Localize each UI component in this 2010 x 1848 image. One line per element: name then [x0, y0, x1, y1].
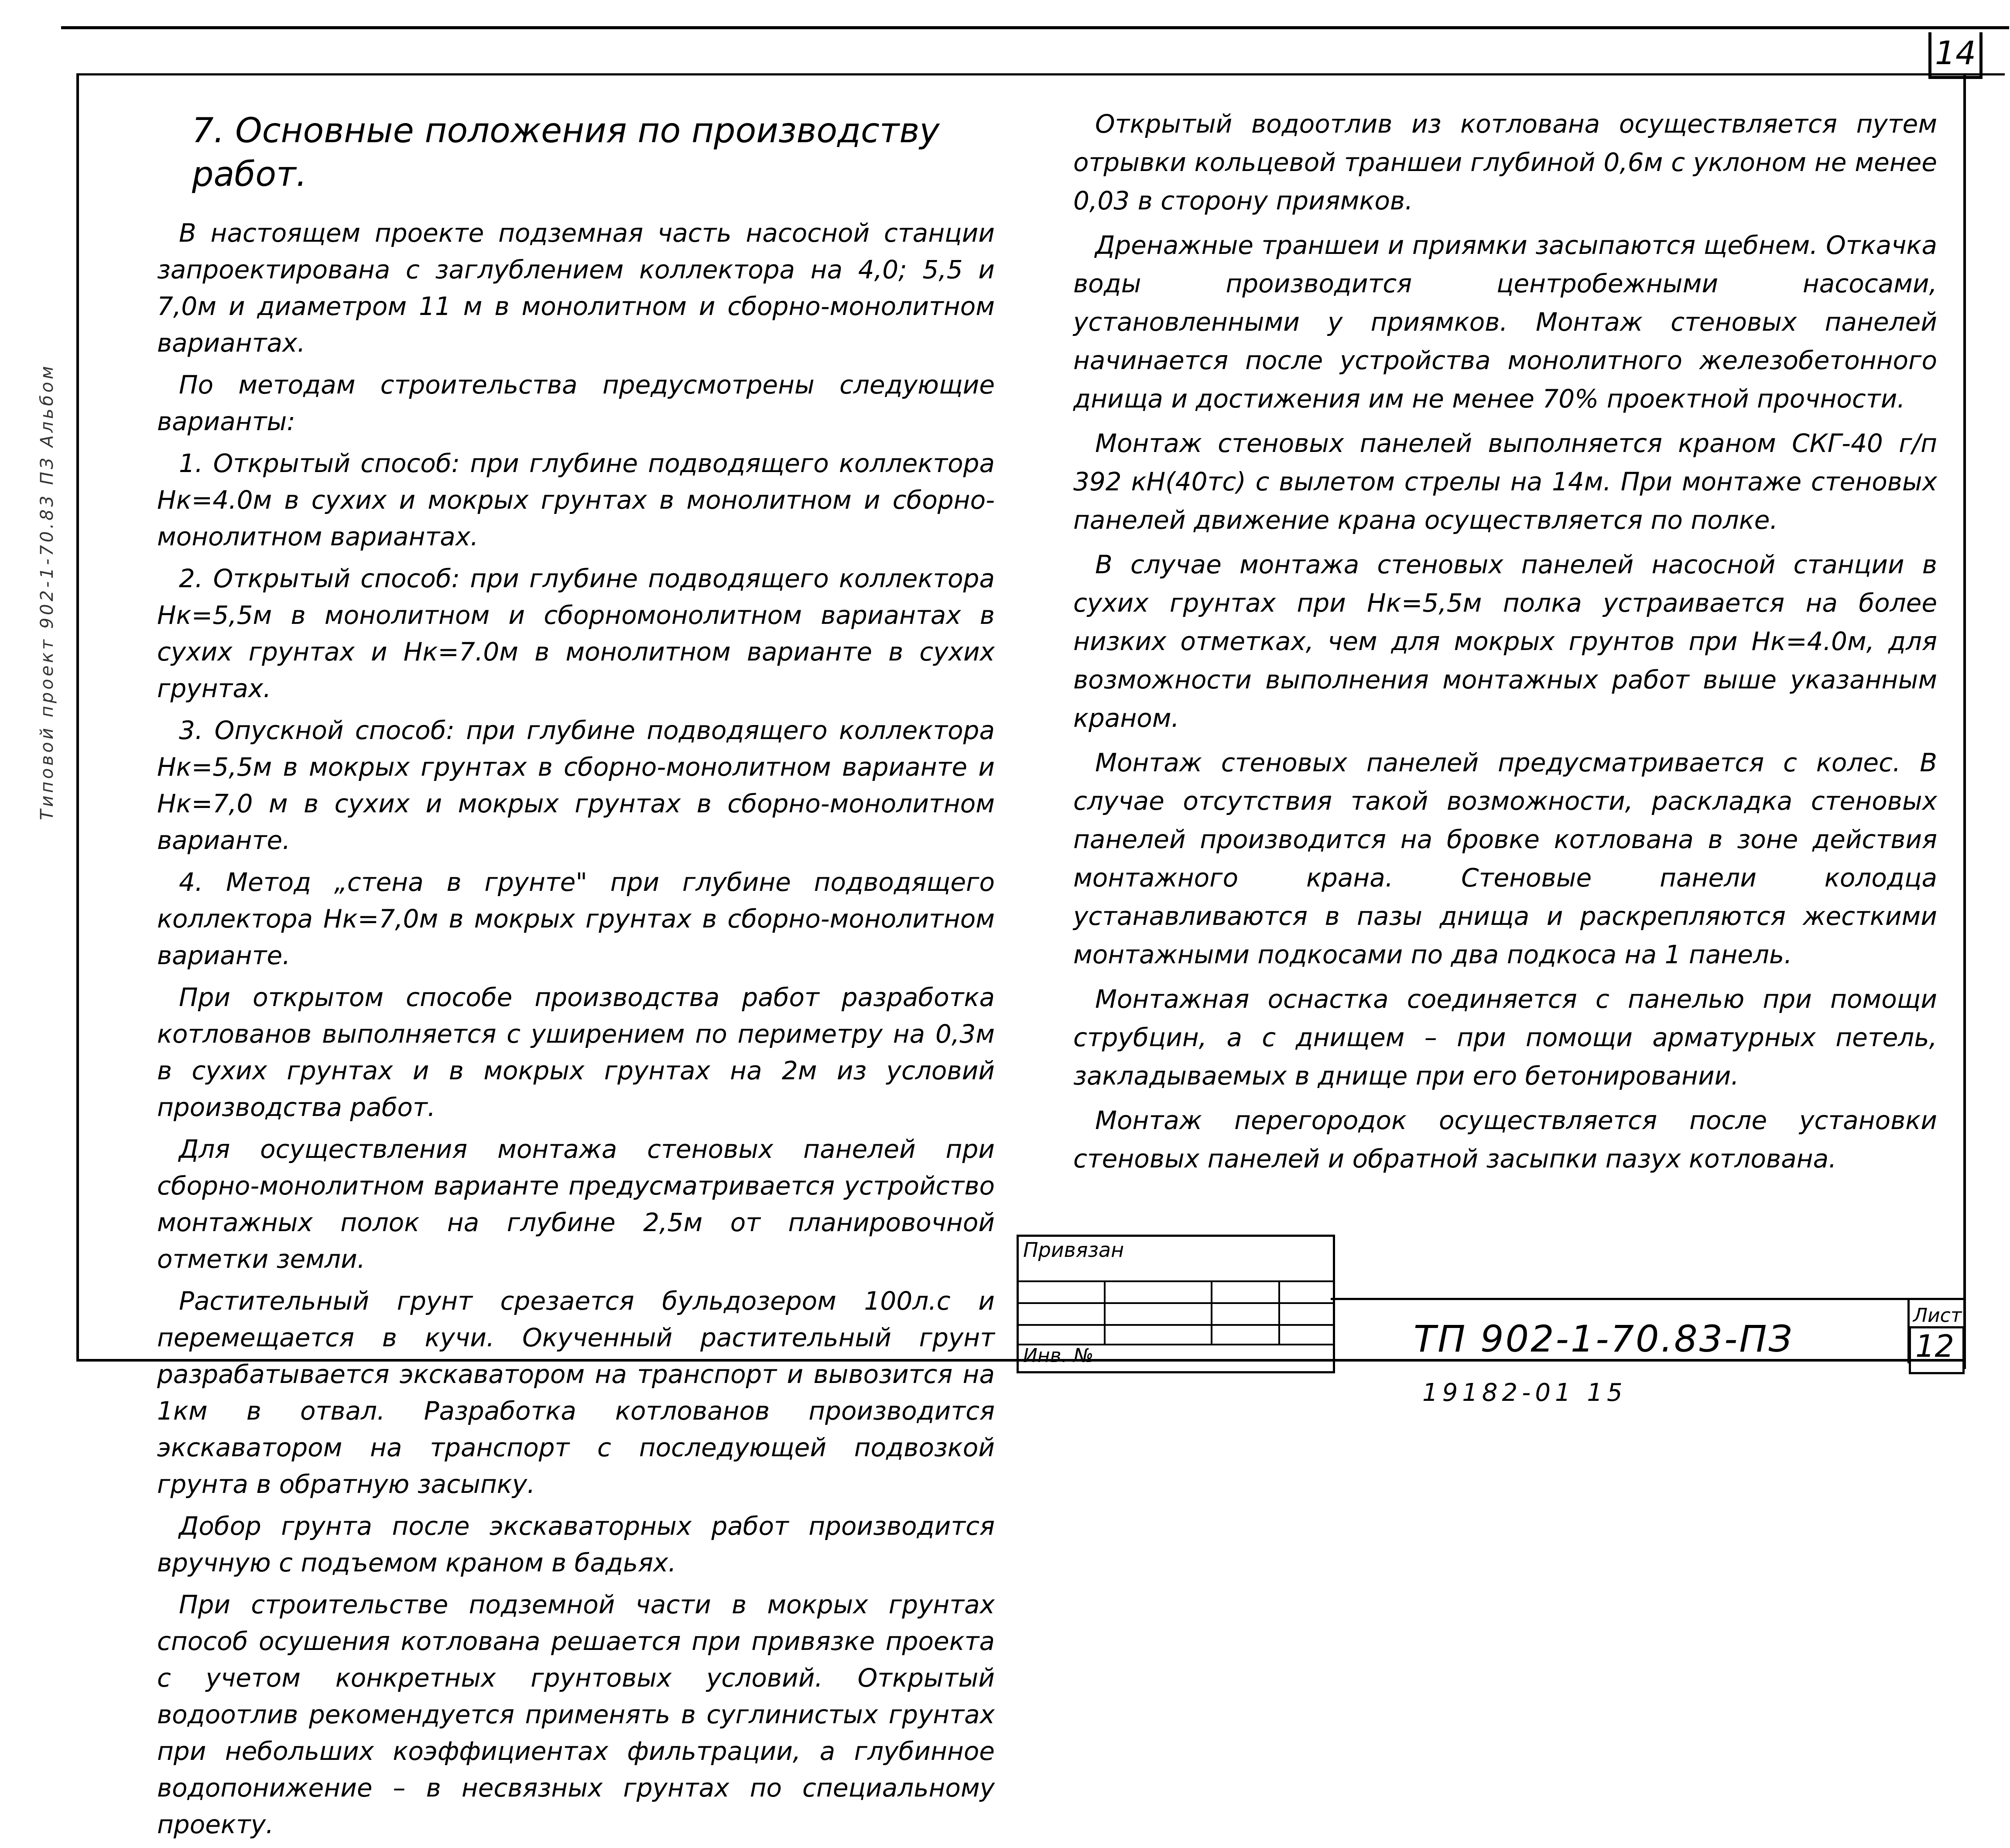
- stamp-row-line: [1017, 1302, 1333, 1304]
- paragraph: 2. Открытый способ: при глубине подводящего коллектора Нк=5,5м в монолитном и сборномонолитном вариантах в сухих грунтах и Нк=7.0м в монолитном варианте в сухих грунтах.: [157, 564, 995, 703]
- top-border-line: [61, 26, 2009, 29]
- paragraph: 1. Открытый способ: при глубине подводящего коллектора Нк=4.0м в сухих и мокрых грунтах в монолитном и сборно-монолитном вариантах.: [157, 448, 995, 551]
- stamp-col-line: [1211, 1280, 1212, 1344]
- paragraph: 3. Опускной способ: при глубине подводящего коллектора Нк=5,5м в мокрых грунтах в сборно-монолитном варианте и Нк=7,0 м в сухих и мокрых грунтах в сборно-монолитном варианте.: [157, 715, 995, 855]
- paragraph: Открытый водоотлив из котлована осуществляется путем отрывки кольцевой траншеи глубиной 0,6м с уклоном не менее 0,03 в сторону приямков.: [1073, 109, 1937, 216]
- stamp-row-line: [1017, 1324, 1333, 1326]
- stamp-col-line: [1104, 1280, 1106, 1344]
- sheet-number-top: 14: [1928, 32, 1983, 79]
- document-code: ТП 902-1-70.83-ПЗ: [1414, 1318, 1794, 1360]
- section-heading: 7. Основные положения по производству работ.: [192, 111, 940, 194]
- stamp-row-line: [1017, 1280, 1333, 1282]
- paragraph: По методам строительства предусмотрены следующие варианты:: [157, 370, 995, 436]
- side-margin-text: [37, 122, 76, 820]
- paragraph: При строительстве подземной части в мокрых грунтах способ осушения котлована решается при привязке проекта с учетом конкретных грунтовых условий. Открытый водоотлив рекомендуется применять в суглинистых грунтах при небольших коэффициентах фильтрации, а глубинное водопонижение – в несвязных грунтах по специальному проекту.: [157, 1590, 995, 1839]
- inventory-number-label: Инв. №: [1023, 1345, 1094, 1367]
- left-text-column: [157, 109, 995, 1848]
- paragraph: Монтажная оснастка соединяется с панелью при помощи струбцин, а с днищем – при помощи арматурных петель, закладываемых в днище при его бетонировании.: [1073, 984, 1937, 1091]
- left-border-line: [76, 73, 79, 1360]
- right-text-column: [1073, 105, 1937, 1184]
- paragraph: В случае монтажа стеновых панелей насосной станции в сухих грунтах при Нк=5,5м полка устраивается на более низких отметках, чем для мокрых грунтов при Нк=4.0м, для возможности выполнения монтажных работ выше указанным краном.: [1073, 550, 1937, 733]
- paragraph: Добор грунта после экскаваторных работ производится вручную с подъемом краном в бадьях.: [157, 1511, 995, 1578]
- side-margin-label: Типовой проект 902-1-70.83 ПЗ Альбом: [37, 363, 57, 820]
- paragraph: Для осуществления монтажа стеновых панелей при сборно-монолитном варианте предусматривается устройство монтажных полок на глубине 2,5м от планировочной отметки земли.: [157, 1134, 995, 1274]
- paragraph: При открытом способе производства работ разработка котлованов выполняется с уширением по периметру на 0,3м в сухих грунтах и в мокрых грунтах на 2м из условий производства работ.: [157, 982, 995, 1122]
- paragraph: В настоящем проекте подземная часть насосной станции запроектирована с заглублением коллектора на 4,0; 5,5 и 7,0м и диаметром 11 м в монолитном и сборно-монолитном вариантах.: [157, 218, 995, 358]
- sheet-label: Лист: [1913, 1304, 1962, 1327]
- title-strip-line: [1331, 1298, 1963, 1300]
- privyazan-label: Привязан: [1023, 1238, 1124, 1262]
- paragraph: Дренажные траншеи и приямки засыпаются щебнем. Откачка воды производится центробежными насосами, установленными у приямков. Монтаж стеновых панелей начинается после устройства монолитного железобетонного днища и достижения им не менее 70% проектной прочности.: [1073, 230, 1937, 414]
- archive-code: 19182-01 15: [1422, 1379, 1627, 1407]
- sheet-number: 12: [1915, 1328, 1955, 1364]
- stamp-col-line: [1278, 1280, 1280, 1344]
- paragraph: Монтаж стеновых панелей предусматривается с колес. В случае отсутствия такой возможности, раскладка стеновых панелей производится на бровке котлована в зоне действия монтажного крана. Стеновые панели колодца устанавливаются в пазы днища и раскрепляются жесткими монтажными подкосами по два подкоса на 1 панель.: [1073, 748, 1937, 969]
- paragraph: Монтаж перегородок осуществляется после установки стеновых панелей и обратной засыпки пазух котлована.: [1073, 1105, 1937, 1174]
- paragraph: Монтаж стеновых панелей выполняется краном СКГ-40 г/п 392 кН(40тс) с вылетом стрелы на 14м. При монтаже стеновых панелей движение крана осуществляется по полке.: [1073, 428, 1937, 535]
- right-border-line: [1963, 73, 1966, 1369]
- paragraph: Растительный грунт срезается бульдозером 100л.с и перемещается в кучи. Окученный растительный грунт разрабатывается экскаватором на транспорт и вывозится на 1км в отвал. Разработка котлованов производится экскаватором на транспорт с последующей подвозкой грунта в обратную засыпку.: [157, 1286, 995, 1499]
- inner-top-border-line: [76, 73, 2005, 75]
- paragraph: 4. Метод „стена в грунте" при глубине подводящего коллектора Нк=7,0м в мокрых грунтах в сборно-монолитном варианте.: [157, 867, 995, 970]
